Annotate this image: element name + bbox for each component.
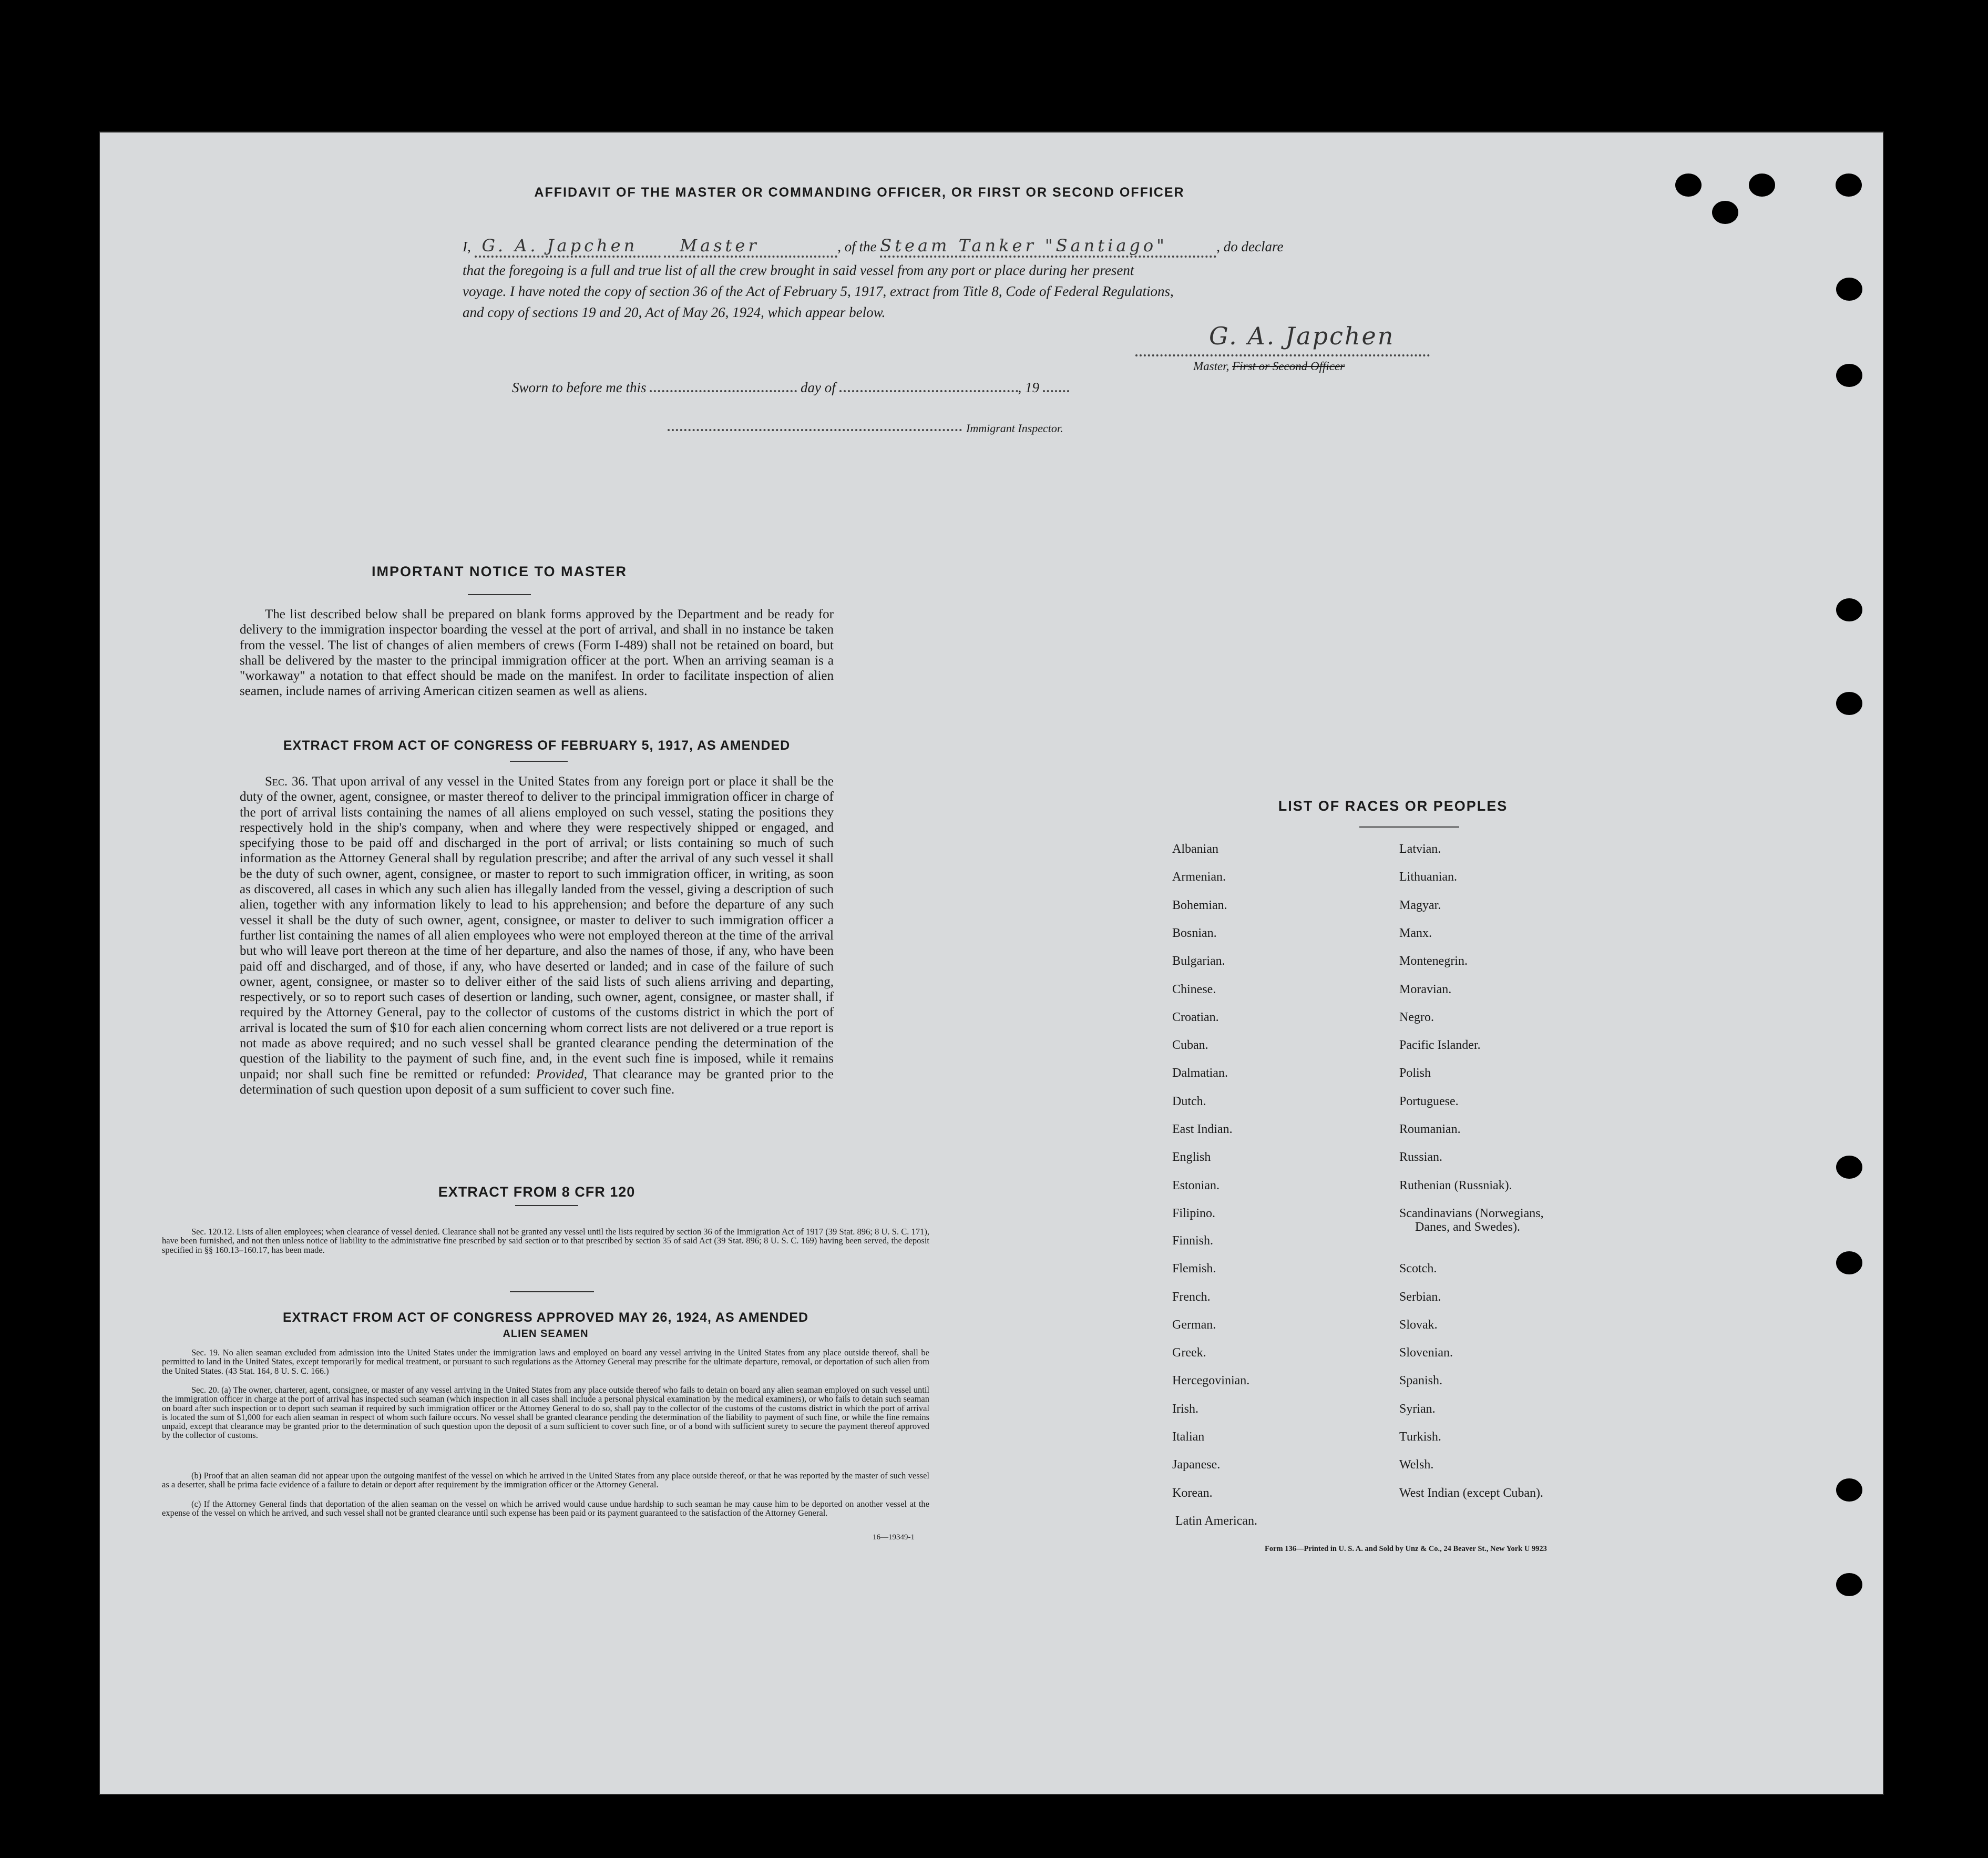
race-item-right: Lithuanian.	[1399, 870, 1457, 884]
race-item-right: Russian.	[1399, 1150, 1443, 1165]
race-item-left: Flemish.	[1172, 1262, 1216, 1276]
race-item-left: Korean.	[1172, 1486, 1213, 1500]
divider	[1359, 826, 1459, 828]
divider	[515, 1205, 578, 1206]
race-item-left: English	[1172, 1150, 1211, 1165]
punch-hole	[1836, 1251, 1862, 1274]
extract-1917-heading: EXTRACT FROM ACT OF CONGRESS OF FEBRUARY 5, 1917, AS AMENDED	[283, 738, 791, 753]
punch-hole	[1836, 692, 1862, 715]
race-item-right: Negro.	[1399, 1010, 1434, 1024]
do-declare-label: , do declare	[1216, 239, 1284, 254]
section-20c-text: (c) If the Attorney General finds that deportation of the alien seaman on the vessel on which he arrived would cause undue hardship to such seaman he may cause him to be deported on another vessel at the expense of the vessel on which he arrived, and such vessel shall not be granted clearance until such expense has been paid or its payment guaranteed to the satisfaction of the Attorney General.	[162, 1499, 929, 1518]
race-item-left: Albanian	[1172, 842, 1218, 856]
master-label: Master,	[1193, 360, 1229, 373]
section-36-text: That upon arrival of any vessel in the United States from any foreign port or place it shall be the duty of the owner, agent, consignee, or master thereof to deliver to the principal immigration officer in charge of the port of arrival lists containing the names of all aliens employed on such vessel, stating the positions they respectively hold in the ship's company, when and where they were respectively shipped or engaged, and specifying those to be paid off and discharged in the port of arrival; or lists containing so much of such information as the Attorney General shall by regulation prescribe; and after the arrival of any such vessel it shall be the duty of such owner, agent, consignee, or master to report to such immigration officer, in writing, as soon as discovered, all cases in which any such alien has illegally landed from the vessel, giving a description of such alien, together with any information likely to lead to his apprehension; and before the departure of any such vessel it shall be the duty of such owner, agent, consignee, or master to deliver to such immigration officer a further list containing the names of all alien employees who were not employed thereon at the time of the arrival but who will leave port thereon at the time of her departure, and also the names of those, if any, who have been paid off and discharged, and of those, if any, who have deserted or landed; and in case of the failure of such owner, agent, consignee, or master so to deliver either of the said lists of such aliens arriving and departing, respectively, or so to report such cases of desertion or landing, such owner, agent, consignee, or master shall, if required by the Attorney General, pay to the collector of customs of the customs district in which the port of arrival is located the sum of $10 for each alien concerning whom correct lists are not delivered or a true report is not made as above required; and no such vessel shall be granted clearance pending the determination of the question of the liability to the payment of such fine, and, in the event such fine is imposed, while it remains unpaid; nor shall such fine be remitted or refunded:	[240, 774, 834, 1081]
race-item-right: Danes, and Swedes).	[1415, 1220, 1520, 1234]
punch-hole	[1836, 1156, 1862, 1179]
race-item-right: Manx.	[1399, 926, 1432, 940]
punch-hole	[1836, 1573, 1862, 1596]
race-item-left: Bulgarian.	[1172, 954, 1225, 968]
punch-hole	[1749, 173, 1775, 197]
sworn-line	[512, 380, 1069, 396]
affidavit-title: AFFIDAVIT OF THE MASTER OR COMMANDING OFFICER, OR FIRST OR SECOND OFFICER	[534, 185, 1185, 200]
document-page	[100, 132, 1883, 1794]
sworn-label: Sworn to before me this	[512, 380, 647, 395]
race-item-right: Slovenian.	[1399, 1346, 1453, 1360]
race-item-right: Polish	[1399, 1066, 1431, 1080]
inspector-label: Immigrant Inspector.	[966, 422, 1063, 435]
punch-hole	[1836, 598, 1862, 621]
punch-hole	[1836, 364, 1862, 387]
race-item-right: Ruthenian (Russniak).	[1399, 1178, 1512, 1192]
sworn-year-field	[1043, 390, 1069, 392]
sworn-month-field	[839, 390, 1018, 392]
race-item-left: Dalmatian.	[1172, 1066, 1228, 1080]
race-item-left: Chinese.	[1172, 982, 1216, 996]
divider	[468, 594, 531, 595]
declaration-line-3: voyage. I have noted the copy of section 36 of the Act of February 5, 1917, extract from Title 8, Code of Federal Regulations,	[463, 283, 1174, 299]
race-item-right: Moravian.	[1399, 982, 1452, 996]
divider	[510, 1291, 594, 1292]
race-item-left: Irish.	[1172, 1402, 1198, 1416]
notice-body: The list described below shall be prepared on blank forms approved by the Department and be ready for delivery to the immigration inspector boarding the vessel at the port of arrival, and shall in no instance be taken from the vessel. The list of changes of alien members of crews (Form I-489) shall not be retained on board, but shall be delivered by the master to the principal immigration officer at the port. When an arriving seaman is a "workaway" a notation to that effect should be made on the manifest. In order to facilitate inspection of alien seamen, include names of arriving American citizen seamen as well as aliens.	[240, 607, 834, 699]
race-item-right: Welsh.	[1399, 1458, 1434, 1472]
race-item-left: Croatian.	[1172, 1010, 1219, 1024]
punch-hole	[1836, 1478, 1862, 1502]
race-item-left: Italian	[1172, 1430, 1205, 1444]
alien-seamen-subheading: ALIEN SEAMEN	[503, 1328, 589, 1340]
provided-label: Provided,	[536, 1067, 587, 1081]
race-item-left: French.	[1172, 1290, 1211, 1304]
race-item-right: Roumanian.	[1399, 1122, 1461, 1136]
race-item-left: Bohemian.	[1172, 898, 1227, 912]
race-item-left: Hercegovinian.	[1172, 1374, 1250, 1388]
rank-field: Master	[664, 236, 837, 258]
form-code: 16—19349-1	[873, 1533, 915, 1541]
race-item-left: Greek.	[1172, 1346, 1206, 1360]
race-item-left: Estonian.	[1172, 1178, 1220, 1192]
section-36-text-end: That clearance may be granted prior to the determination of such question upon deposit of a sum sufficient to cover such fine.	[240, 1067, 834, 1097]
race-item-right: Syrian.	[1399, 1402, 1436, 1416]
master-signature: G. A. Japchen	[1209, 322, 1395, 350]
race-item-right: Pacific Islander.	[1399, 1038, 1481, 1053]
race-item-left: Dutch.	[1172, 1094, 1206, 1108]
section-20a-text: Sec. 20. (a) The owner, charterer, agent, consignee, or master of any vessel arriving in the United States from any place outside thereof who fails to detain on board any alien seaman employed on such vessel until the immigration officer in charge at the port of arrival has inspected such seaman (which inspection in all cases shall include a personal physical examination by the medical examiners), or who fails to detain such seaman on board after such inspection or to deport such seaman if required by such immigration officer or the Attorney General to do so, shall pay to the collector of the customs of the customs district in which the port of arrival is located the sum of $1,000 for each alien seaman in respect of whom such failure occurs. No vessel shall be granted clearance pending the determination of the liability to payment of such fine, or while the fine remains unpaid, except that clearance may be granted prior to the determination of such question upon the deposit of a sum sufficient to cover such fine, or of a bond with sufficient surety to secure the payment thereof approved by the collector of customs.	[162, 1385, 929, 1441]
declaration-line-4: and copy of sections 19 and 20, Act of May 26, 1924, which appear below.	[463, 304, 886, 320]
notice-heading: IMPORTANT NOTICE TO MASTER	[372, 564, 627, 579]
signature-caption	[1193, 360, 1345, 373]
section-19-text: Sec. 19. No alien seaman excluded from admission into the United States under the immigration laws and employed on board any vessel arriving in the United States from any place outside thereof, shall be permitted to land in the United States, except temporarily for medical treatment, or pursuant to such regulations as the Attorney General may prescribe for the ultimate departure, removal, or deportation of such alien from the United States. (43 Stat. 164, 8 U. S. C. 166.)	[162, 1347, 929, 1376]
punch-hole	[1836, 278, 1862, 301]
of-the-label: , of the	[837, 239, 877, 254]
race-item-left: Bosnian.	[1172, 926, 1217, 940]
race-item-right: Portuguese.	[1399, 1094, 1459, 1108]
inspector-signature-line	[668, 429, 962, 431]
race-item-left: Latin American.	[1175, 1514, 1257, 1528]
race-item-right: Slovak.	[1399, 1318, 1438, 1332]
i-label: I,	[463, 239, 471, 254]
race-item-left: German.	[1172, 1318, 1216, 1332]
races-heading: LIST OF RACES OR PEOPLES	[1278, 798, 1508, 814]
section-36-body	[240, 774, 834, 1097]
race-item-left: Finnish.	[1172, 1233, 1214, 1248]
day-of-label: day of	[801, 380, 836, 395]
section-20b-text: (b) Proof that an alien seaman did not appear upon the outgoing manifest of the vessel on which he arrived in the United States from any place outside thereof, or that he was reported by the master of such vessel as a deserter, shall be prima facie evidence of a failure to detain or deport after requirement by the immigration officer or the Attorney General.	[162, 1471, 929, 1490]
vessel-name-field: Steam Tanker "Santiago"	[880, 236, 1216, 258]
divider	[510, 761, 568, 762]
race-item-right: Turkish.	[1399, 1430, 1441, 1444]
race-item-right: Scotch.	[1399, 1262, 1437, 1276]
punch-hole	[1675, 173, 1702, 197]
race-item-right: Scandinavians (Norwegians,	[1399, 1206, 1544, 1220]
race-item-right: Magyar.	[1399, 898, 1441, 912]
section-36-label: Sec. 36.	[265, 774, 309, 789]
signature-line	[1135, 354, 1430, 356]
sworn-day-field	[650, 390, 797, 392]
year-label: , 19	[1018, 380, 1039, 395]
race-item-left: Cuban.	[1172, 1038, 1208, 1053]
race-item-right: Latvian.	[1399, 842, 1441, 856]
declaration-line-1	[463, 236, 1283, 258]
cfr-body: Sec. 120.12. Lists of alien employees; when clearance of vessel denied. Clearance shall not be granted any vessel until the lists required by section 36 of the Immigration Act of 1917 (39 Stat. 896; 8 U. S. C. 171), have been furnished, and not then unless notice of liability to the administrative fine prescribed by said section or to that prescribed by section 35 of said Act (39 Stat. 896; 8 U. S. C. 169) having been served, the deposit specified in §§ 160.13–160.17, has been made.	[162, 1227, 929, 1255]
struck-officer-label: First or Second Officer	[1232, 360, 1345, 373]
race-item-left: East Indian.	[1172, 1122, 1233, 1136]
punch-hole	[1712, 201, 1738, 224]
race-item-right: Serbian.	[1399, 1290, 1441, 1304]
race-item-left: Japanese.	[1172, 1458, 1221, 1472]
race-item-left: Armenian.	[1172, 870, 1226, 884]
race-item-right: West Indian (except Cuban).	[1399, 1486, 1543, 1500]
race-item-right: Montenegrin.	[1399, 954, 1468, 968]
race-item-right: Spanish.	[1399, 1374, 1443, 1388]
printer-footer: Form 136—Printed in U. S. A. and Sold by Unz & Co., 24 Beaver St., New York U 9923	[1265, 1545, 1547, 1553]
declaration-line-2: that the foregoing is a full and true list of all the crew brought in said vessel from any port or place during her present	[463, 262, 1134, 278]
master-name-field: G. A. Japchen	[475, 236, 661, 258]
race-item-left: Filipino.	[1172, 1206, 1216, 1220]
punch-hole	[1836, 173, 1862, 197]
extract-1924-heading: EXTRACT FROM ACT OF CONGRESS APPROVED MAY 26, 1924, AS AMENDED	[282, 1310, 809, 1325]
cfr-heading: EXTRACT FROM 8 CFR 120	[438, 1184, 636, 1200]
